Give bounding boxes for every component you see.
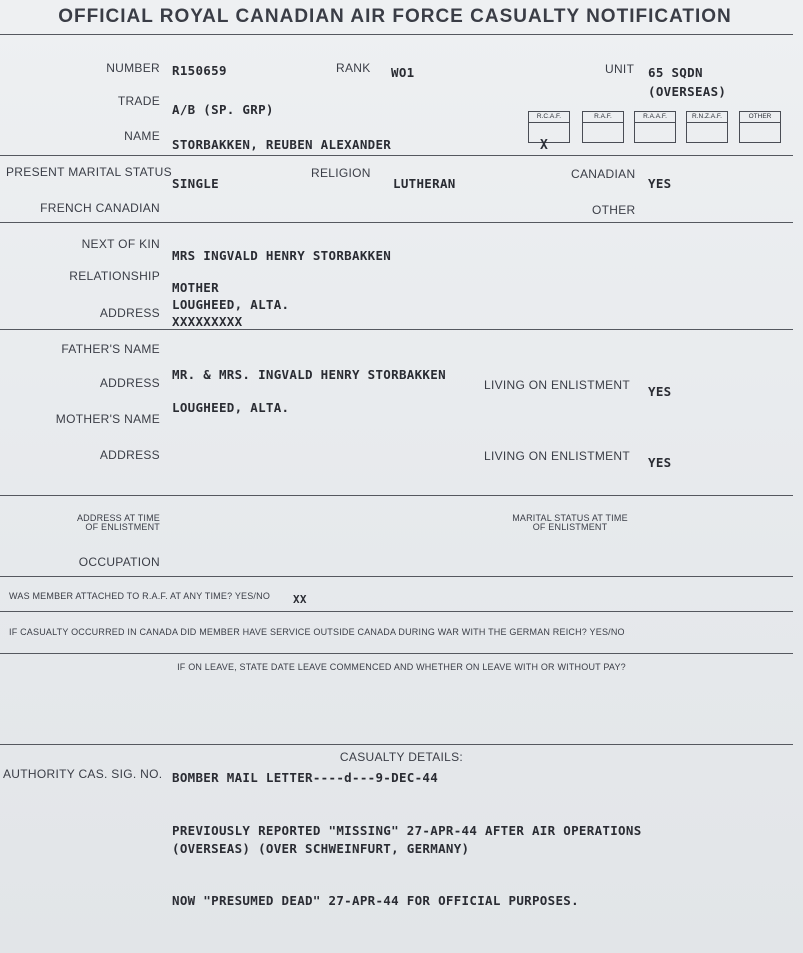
service-number: R150659	[172, 63, 227, 78]
canadian-label: CANADIAN	[571, 167, 636, 181]
nok-label: NEXT OF KIN	[81, 237, 160, 251]
relationship-value: MOTHER	[172, 280, 219, 295]
occupation-label: OCCUPATION	[78, 555, 160, 569]
rcaf-box	[528, 111, 570, 143]
father-living-label: LIVING ON ENLISTMENT	[484, 378, 631, 392]
kin-address-label: ADDRESS	[99, 306, 160, 320]
trade-value: A/B (SP. GRP)	[172, 102, 274, 117]
raf-answer-mark: XX	[293, 593, 307, 606]
mother-living-value: YES	[648, 455, 672, 470]
leave-question: IF ON LEAVE, STATE DATE LEAVE COMMENCED AND WHETHER ON LEAVE WITH OR WITHOUT PAY?	[177, 662, 626, 672]
raaf-box-label: R.A.A.F.	[635, 112, 675, 123]
casualty-detail-line-2: (OVERSEAS) (OVER SCHWEINFURT, GERMANY)	[172, 841, 470, 856]
casualty-heading: CASUALTY DETAILS:	[339, 750, 464, 764]
divider	[0, 495, 793, 496]
name-label: NAME	[124, 129, 160, 143]
form-title: OFFICIAL ROYAL CANADIAN AIR FORCE CASUALTY NOTIFICATION	[58, 6, 732, 27]
divider	[0, 155, 793, 156]
mother-living-label: LIVING ON ENLISTMENT	[484, 449, 631, 463]
rcaf-box-label: R.C.A.F.	[529, 112, 569, 123]
kin-address-line-1: LOUGHEED, ALTA.	[172, 297, 290, 312]
unit-line-2: (OVERSEAS)	[648, 84, 727, 99]
religion-value: LUTHERAN	[393, 176, 456, 191]
enlistment-marital-label-2: OF ENLISTMENT	[532, 522, 608, 532]
enlistment-address-label-2: OF ENLISTMENT	[85, 522, 160, 532]
rnzaf-box-label: R.N.Z.A.F.	[687, 112, 727, 123]
casualty-detail-line-3: NOW "PRESUMED DEAD" 27-APR-44 FOR OFFICIAL PURPOSES.	[172, 893, 579, 908]
father-address-label: ADDRESS	[99, 376, 160, 390]
french-canadian-label: FRENCH CANADIAN	[40, 201, 160, 215]
divider	[0, 653, 793, 654]
other-label: OTHER	[592, 203, 636, 217]
rank-label: RANK	[336, 61, 371, 75]
unit-label: UNIT	[605, 62, 635, 76]
mother-name-label: MOTHER'S NAME	[55, 412, 160, 426]
marital-value: SINGLE	[172, 176, 219, 191]
divider	[0, 744, 793, 745]
raf-question: WAS MEMBER ATTACHED TO R.A.F. AT ANY TIME? YES/NO	[9, 591, 271, 601]
casualty-detail-line-1: PREVIOUSLY REPORTED "MISSING" 27-APR-44 AFTER AIR OPERATIONS	[172, 823, 642, 838]
rnzaf-box	[686, 111, 728, 143]
name-value: STORBAKKEN, REUBEN ALEXANDER	[172, 137, 392, 152]
canadian-value: YES	[648, 176, 672, 191]
raaf-box	[634, 111, 676, 143]
other-box	[739, 111, 781, 143]
kin-address-line-2: XXXXXXXXX	[172, 314, 243, 329]
divider	[0, 576, 793, 577]
father-address-value: MR. & MRS. INGVALD HENRY STORBAKKEN	[172, 367, 446, 382]
raf-box	[582, 111, 624, 143]
enlistment-address-label-1: ADDRESS AT TIME	[76, 513, 160, 523]
trade-label: TRADE	[117, 94, 160, 108]
father-living-value: YES	[648, 384, 672, 399]
number-label: NUMBER	[106, 61, 160, 75]
religion-label: RELIGION	[311, 166, 371, 180]
authority-value: BOMBER MAIL LETTER----d---9-DEC-44	[172, 770, 439, 785]
father-name-label: FATHER'S NAME	[61, 342, 160, 356]
other-box-label: OTHER	[740, 112, 780, 123]
rcaf-check-mark: X	[540, 138, 548, 153]
enlistment-marital-label-1: MARITAL STATUS AT TIME	[512, 513, 628, 523]
rank-value: WO1	[391, 65, 415, 80]
mother-name-value: LOUGHEED, ALTA.	[172, 400, 290, 415]
marital-label: PRESENT MARITAL STATUS	[6, 165, 172, 179]
relationship-label: RELATIONSHIP	[69, 269, 160, 283]
nok-value: MRS INGVALD HENRY STORBAKKEN	[172, 248, 392, 263]
authority-label: AUTHORITY CAS. SIG. NO.	[3, 767, 163, 781]
mother-address-label: ADDRESS	[99, 448, 160, 462]
divider	[0, 222, 793, 223]
divider	[0, 34, 793, 35]
unit-line-1: 65 SQDN	[648, 65, 703, 80]
divider	[0, 611, 793, 612]
canada-service-question: IF CASUALTY OCCURRED IN CANADA DID MEMBER HAVE SERVICE OUTSIDE CANADA DURING WAR WITH THE GERMAN REICH? YES/NO	[9, 627, 625, 637]
divider	[0, 329, 793, 330]
raf-box-label: R.A.F.	[583, 112, 623, 123]
